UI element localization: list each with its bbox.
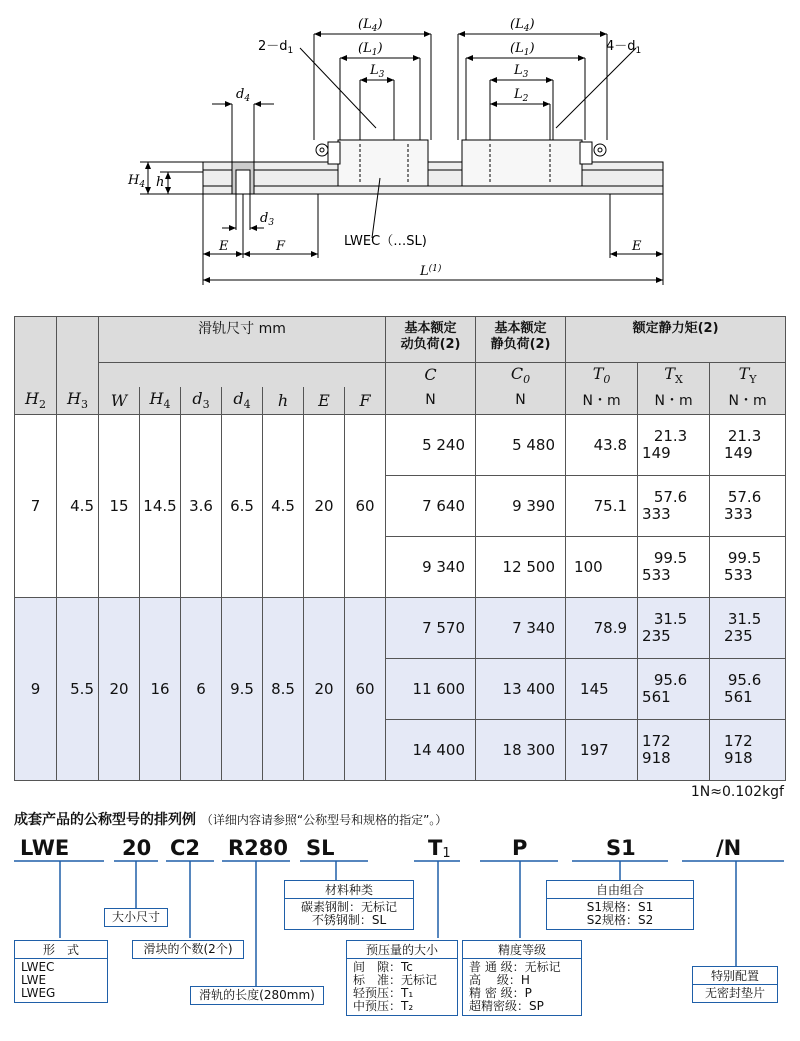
- box-accuracy: [462, 940, 582, 1016]
- hdr-d3: $d_3$: [181, 387, 222, 415]
- label-L1-left-sub: 1: [371, 48, 378, 58]
- hdr-TX: $T_X$: [638, 363, 710, 387]
- rail-drawing: [0, 0, 800, 300]
- cell-W: 15: [99, 415, 140, 598]
- code-combo: S1: [606, 836, 636, 860]
- label-L3-right: L: [514, 63, 523, 78]
- hdr-H3: $H_3$: [57, 387, 99, 415]
- label-L1-right-sub: 1: [523, 48, 530, 58]
- hdr-basic-static-l1: 基本额定: [494, 321, 547, 336]
- code-special: /N: [716, 836, 742, 860]
- cell-C: 7 640: [386, 476, 476, 537]
- ordering-title-note: （详细内容请参照“公称型号和规格的指定”。）: [200, 813, 448, 827]
- box-form-item: LWE: [21, 973, 47, 987]
- label-L3-left-sub: 3: [378, 70, 385, 80]
- box-size-text: 大小尺寸: [111, 910, 160, 924]
- cell-F: 60: [345, 415, 386, 598]
- box-blocks-text: 滑块的个数(2个): [143, 942, 233, 956]
- hdr-rail-dims: 滑轨尺寸 mm: [99, 317, 386, 363]
- code-blocks: C2: [170, 836, 201, 860]
- cell-T0: 75.1: [566, 476, 638, 537]
- cell-C0: 18 300: [476, 720, 566, 781]
- label-callout: LWEC（…SL): [344, 234, 427, 249]
- svg-text:H4: [127, 173, 145, 190]
- label-L4-left-sub: 4: [371, 24, 378, 34]
- svg-text:(L4): $(L_4)$: [358, 17, 383, 34]
- cell-d4: 6.5: [222, 415, 263, 598]
- cell-W: 20: [99, 598, 140, 781]
- cell-H3: 5.5: [57, 598, 99, 781]
- cell-h: 8.5: [263, 598, 304, 781]
- hdr-static-moment: 额定静力矩(2): [566, 317, 786, 363]
- box-length-text: 滑轨的长度(280mm): [199, 988, 315, 1002]
- hdr-C0: $C_0$: [476, 363, 566, 387]
- label-L4-right-sub: 4: [523, 24, 530, 34]
- box-size: [104, 908, 168, 927]
- cell-TY: 57.6 333: [710, 476, 786, 537]
- label-H4-sub: 4: [139, 180, 146, 190]
- hdr-T0: $T_0$: [566, 363, 638, 387]
- hdr-unit-C0: N: [476, 387, 566, 415]
- box-form: [14, 940, 108, 1003]
- cell-E: 20: [304, 598, 345, 781]
- code-preload: T1: [428, 836, 451, 861]
- cell-H3: 4.5: [57, 415, 99, 598]
- unit-note: 1N≈0.102kgf: [690, 784, 784, 800]
- hdr-H4: $H_4$: [140, 387, 181, 415]
- cell-T0: 145: [566, 659, 638, 720]
- block-right: [462, 140, 582, 186]
- box-preload-title: 预压量的大小: [347, 941, 457, 959]
- label-L1-right: (L: [510, 41, 524, 56]
- cell-TX: 21.3 149: [638, 415, 710, 476]
- box-accuracy-item: 普 通 级：无标记: [469, 960, 561, 974]
- label-L4-right: (L: [510, 17, 524, 32]
- box-material-title: 材料种类: [285, 881, 413, 899]
- box-material-item: 不锈钢制：SL: [311, 913, 387, 927]
- hdr-unit-TY: N・m: [710, 387, 786, 415]
- cell-H4: 14.5: [140, 415, 181, 598]
- box-form-title: 形 式: [15, 941, 107, 959]
- box-combo-item: S2规格：S2: [586, 913, 654, 927]
- ordering-title-text: 成套产品的公称型号的排列例: [14, 812, 196, 828]
- svg-text:4－d1: [606, 39, 641, 56]
- label-H4: H: [128, 173, 140, 188]
- label-d1-right: 4－d: [606, 39, 636, 54]
- cell-C: 7 570: [386, 598, 476, 659]
- spec-table: [14, 316, 786, 781]
- hdr-E: E: [304, 387, 345, 415]
- svg-text:L3: [513, 63, 529, 80]
- cell-d4: 9.5: [222, 598, 263, 781]
- hdr-H2: $H_2$: [15, 387, 57, 415]
- box-special-item: 无密封垫片: [704, 986, 765, 1000]
- label-d1-left-sub: 1: [287, 46, 294, 56]
- box-material-item: 碳素钢制：无标记: [300, 900, 397, 914]
- hdr-W: W: [99, 387, 140, 415]
- hdr-F: F: [345, 387, 386, 415]
- cell-T0: 197: [566, 720, 638, 781]
- label-L3-right-sub: 3: [522, 70, 529, 80]
- label-h: h: [156, 175, 165, 190]
- svg-text:L3: [369, 63, 385, 80]
- box-accuracy-item: 超精密级：SP: [469, 999, 544, 1013]
- box-special: [692, 966, 778, 1003]
- label-F: F: [276, 239, 286, 254]
- code-accuracy: P: [512, 836, 528, 860]
- box-form-item: LWEC: [21, 960, 55, 974]
- hdr-basic-dynamic: [386, 317, 476, 363]
- label-L2-sub: 2: [522, 94, 529, 104]
- hdr-basic-static-l2: 静负荷(2): [490, 337, 551, 352]
- label-d3-sub: 3: [268, 218, 275, 228]
- cell-E: 20: [304, 415, 345, 598]
- box-combo-title: 自由组合: [547, 881, 693, 899]
- hdr-C: C: [386, 363, 476, 387]
- label-L2: L: [514, 87, 523, 102]
- cell-T0: 78.9: [566, 598, 638, 659]
- cell-C0: 12 500: [476, 537, 566, 598]
- label-L-sup: (1): [428, 264, 442, 274]
- cell-T0: 100: [566, 537, 638, 598]
- cell-d3: 6: [181, 598, 222, 781]
- cell-TY: 21.3 149: [710, 415, 786, 476]
- cell-C: 11 600: [386, 659, 476, 720]
- box-preload: [346, 940, 458, 1016]
- cell-C: 14 400: [386, 720, 476, 781]
- cell-TY: 172 918: [710, 720, 786, 781]
- hdr-basic-dynamic-l1: 基本额定: [404, 321, 457, 336]
- table-row: [15, 415, 786, 476]
- hdr-h: h: [263, 387, 304, 415]
- label-L3-left: L: [370, 63, 379, 78]
- svg-text:d4: [236, 87, 250, 104]
- cell-F: 60: [345, 598, 386, 781]
- label-d4-sub: 4: [244, 94, 251, 104]
- svg-text:L2: [513, 87, 529, 104]
- hdr-unit-TX: N・m: [638, 387, 710, 415]
- cell-TX: 31.5 235: [638, 598, 710, 659]
- cell-C0: 7 340: [476, 598, 566, 659]
- code-material: SL: [306, 836, 335, 860]
- cell-TX: 99.5 533: [638, 537, 710, 598]
- box-preload-item: 间 隙：Tc: [353, 960, 413, 974]
- cell-h: 4.5: [263, 415, 304, 598]
- cell-TX: 172 918: [638, 720, 710, 781]
- cell-H2: 9: [15, 598, 57, 781]
- hdr-d4: $d_4$: [222, 387, 263, 415]
- label-L: L: [420, 264, 429, 279]
- label-L1-left: (L: [358, 41, 372, 56]
- cell-H4: 16: [140, 598, 181, 781]
- table-row: [15, 598, 786, 659]
- svg-text:L(1): [419, 263, 442, 279]
- label-d1-right-sub: 1: [635, 46, 642, 56]
- label-d4: d: [236, 87, 245, 102]
- box-blocks: [132, 940, 244, 959]
- hdr-basic-dynamic-l2: 动负荷(2): [400, 337, 461, 352]
- hdr-unit-C: N: [386, 387, 476, 415]
- label-d1-left: 2－d: [258, 39, 288, 54]
- hdr-basic-static: [476, 317, 566, 363]
- cell-C: 9 340: [386, 537, 476, 598]
- cell-TX: 95.6 561: [638, 659, 710, 720]
- svg-text:d3: [260, 211, 274, 228]
- cell-T0: 43.8: [566, 415, 638, 476]
- cell-C0: 9 390: [476, 476, 566, 537]
- cell-C0: 13 400: [476, 659, 566, 720]
- hdr-TY: $T_Y$: [710, 363, 786, 387]
- block-left: [338, 140, 428, 186]
- cell-TY: 31.5 235: [710, 598, 786, 659]
- svg-text:(L1): $(L_1)$: [510, 41, 535, 58]
- box-preload-item: 轻预压：T₁: [353, 986, 414, 1000]
- code-form: LWE: [20, 836, 70, 860]
- cell-TX: 57.6 333: [638, 476, 710, 537]
- box-accuracy-item: 精 密 级：P: [469, 986, 532, 1000]
- hdr-rail-gap: [99, 363, 386, 387]
- hdr-unit-T0: N・m: [566, 387, 638, 415]
- box-preload-item: 标 准：无标记: [353, 973, 438, 987]
- svg-text:2－d1: [258, 39, 293, 56]
- label-E-right: E: [632, 239, 642, 254]
- label-d3: d: [260, 211, 269, 226]
- code-size: 20: [122, 836, 152, 860]
- ordering-title: [14, 809, 447, 829]
- cell-TY: 99.5 533: [710, 537, 786, 598]
- cell-TY: 95.6 561: [710, 659, 786, 720]
- hdr-blank-2: [57, 317, 99, 387]
- code-length: R280: [228, 836, 289, 860]
- rail: [203, 162, 663, 194]
- box-accuracy-item: 高 级：H: [469, 973, 530, 987]
- box-length: [190, 986, 324, 1005]
- box-combo: [546, 880, 694, 930]
- label-L4-left: (L: [358, 17, 372, 32]
- box-material: [284, 880, 414, 930]
- box-form-item: LWEG: [21, 986, 56, 1000]
- box-special-title: 特别配置: [693, 967, 777, 985]
- label-E-left: E: [219, 239, 229, 254]
- cell-C0: 5 480: [476, 415, 566, 476]
- svg-text:(L1): $(L_1)$: [358, 41, 383, 58]
- cell-d3: 3.6: [181, 415, 222, 598]
- svg-text:(L4): $(L_4)$: [510, 17, 535, 34]
- hdr-blank-1: [15, 317, 57, 387]
- box-combo-item: S1规格：S1: [586, 900, 654, 914]
- cell-H2: 7: [15, 415, 57, 598]
- cell-C: 5 240: [386, 415, 476, 476]
- box-accuracy-title: 精度等级: [463, 941, 581, 959]
- box-preload-item: 中预压：T₂: [353, 999, 414, 1013]
